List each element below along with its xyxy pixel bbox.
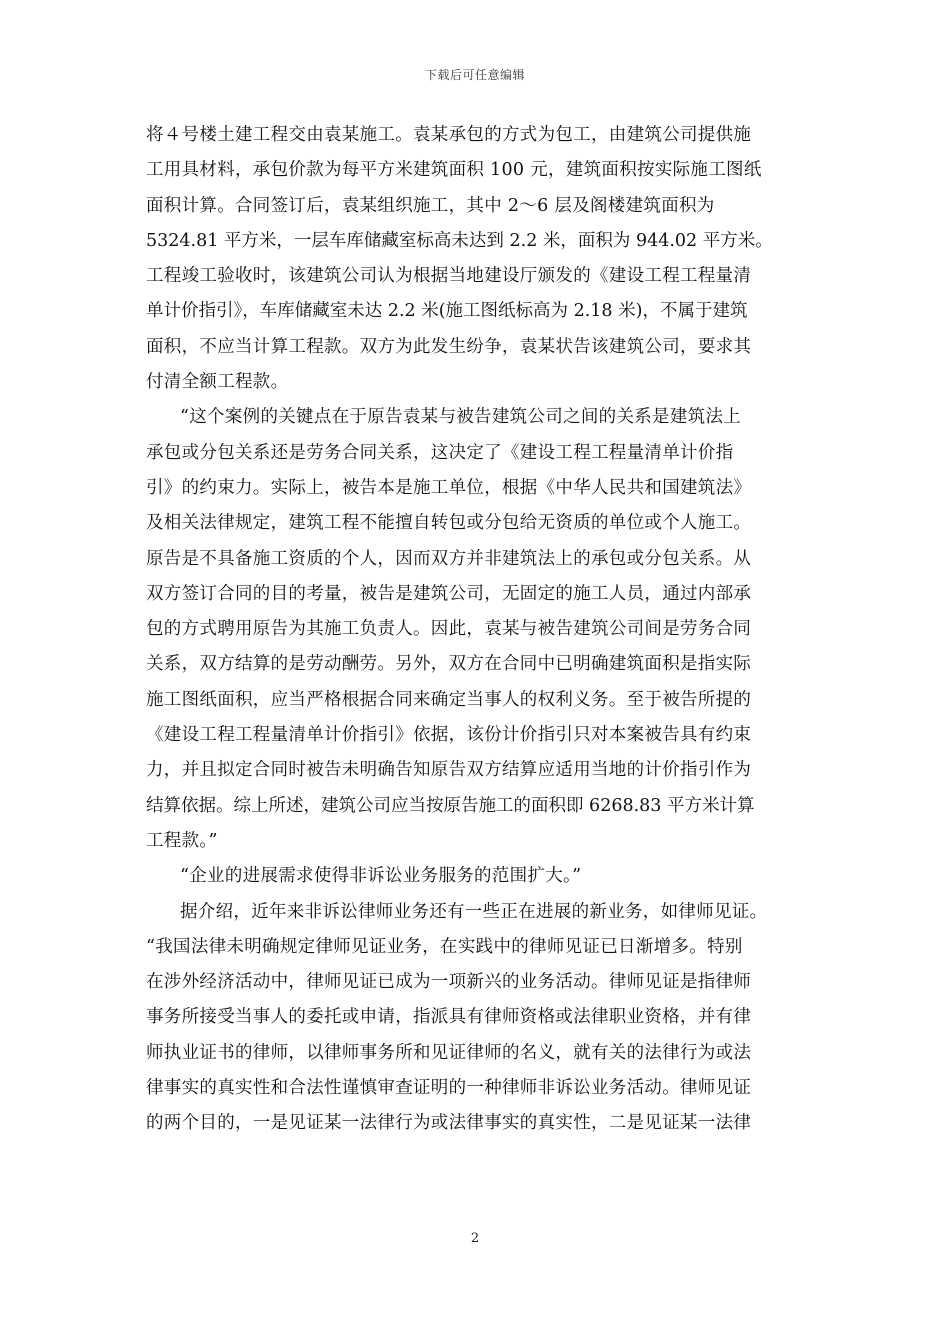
text-line: 承包或分包关系还是劳务合同关系，这决定了《建设工程工程量清单计价指 bbox=[146, 442, 734, 463]
text-line: 的两个目的，一是见证某一法律行为或法律事实的真实性，二是见证某一法律 bbox=[146, 1113, 752, 1134]
paragraph-start: 据介绍，近年来非诉讼律师业务还有一些正在进展的新业务，如律师见证。 bbox=[180, 901, 768, 922]
text-line: 在涉外经济活动中，律师见证已成为一项新兴的业务活动。律师见证是指律师 bbox=[146, 972, 752, 993]
text-line: 关系，双方结算的是劳动酬劳。另外，双方在合同中已明确建筑面积是指实际 bbox=[146, 654, 752, 675]
text-line: 工程竣工验收时，该建筑公司认为根据当地建设厅颁发的《建设工程工程量清 bbox=[146, 266, 752, 287]
text-line: 5324.81 平方米，一层车库储藏室标高未达到 2.2 米，面积为 944.02 平方米。 bbox=[146, 230, 773, 251]
paragraph-start: “这个案例的关键点在于原告袁某与被告建筑公司之间的关系是建筑法上 bbox=[180, 407, 742, 428]
page-number: 2 bbox=[470, 1231, 480, 1246]
text-line: 施工图纸面积，应当严格根据合同来确定当事人的权利义务。至于被告所提的 bbox=[146, 689, 752, 710]
text-line: 原告是不具备施工资质的个人，因而双方并非建筑法上的承包或分包关系。从 bbox=[146, 548, 752, 569]
text-line: 单计价指引》，车库储藏室未达 2.2 米(施工图纸标高为 2.18 米)，不属于建筑 bbox=[146, 301, 748, 322]
text-line: 结算依据。综上所述，建筑公司应当按原告施工的面积即 6268.83 平方米计算 bbox=[146, 795, 755, 816]
text-line: 付清全额工程款。 bbox=[146, 372, 289, 393]
text-line: 双方签订合同的目的考量，被告是建筑公司，无固定的施工人员，通过内部承 bbox=[146, 583, 752, 604]
page-header: 下载后可任意编辑 bbox=[424, 68, 525, 82]
text-line: 《建设工程工程量清单计价指引》依据，该份计价指引只对本案被告具有约束 bbox=[146, 725, 752, 746]
text-line: 工程款。” bbox=[146, 830, 218, 851]
text-line: 律事实的真实性和合法性谨慎审查证明的一种律师非诉讼业务活动。律师见证 bbox=[146, 1078, 752, 1099]
paragraph-start: “企业的进展需求使得非诉讼业务服务的范围扩大。” bbox=[180, 866, 582, 887]
text-line: 工用具材料，承包价款为每平方米建筑面积 100 元，建筑面积按实际施工图纸 bbox=[146, 160, 762, 181]
text-line: 事务所接受当事人的委托或申请，指派具有律师资格或法律职业资格，并有律 bbox=[146, 1007, 752, 1028]
text-line: 引》的约束力。实际上，被告本是施工单位，根据《中华人民共和国建筑法》 bbox=[146, 477, 752, 498]
text-line: 包的方式聘用原告为其施工负责人。因此，袁某与被告建筑公司间是劳务合同 bbox=[146, 619, 752, 640]
text-line: 力，并且拟定合同时被告未明确告知原告双方结算应适用当地的计价指引作为 bbox=[146, 760, 752, 781]
document-body bbox=[146, 118, 806, 1142]
text-line: 师执业证书的律师，以律师事务所和见证律师的名义，就有关的法律行为或法 bbox=[146, 1042, 752, 1063]
text-line: 及相关法律规定，建筑工程不能擅自转包或分包给无资质的单位或个人施工。 bbox=[146, 513, 752, 534]
text-line: 面积计算。合同签订后，袁某组织施工，其中 2～6 层及阁楼建筑面积为 bbox=[146, 195, 715, 216]
text-line: “我国法律未明确规定律师见证业务，在实践中的律师见证已日渐增多。特别 bbox=[146, 936, 743, 957]
text-line: 将４号楼土建工程交由袁某施工。袁某承包的方式为包工，由建筑公司提供施 bbox=[146, 125, 752, 145]
text-line: 面积，不应当计算工程款。双方为此发生纷争，袁某状告该建筑公司，要求其 bbox=[146, 336, 752, 357]
